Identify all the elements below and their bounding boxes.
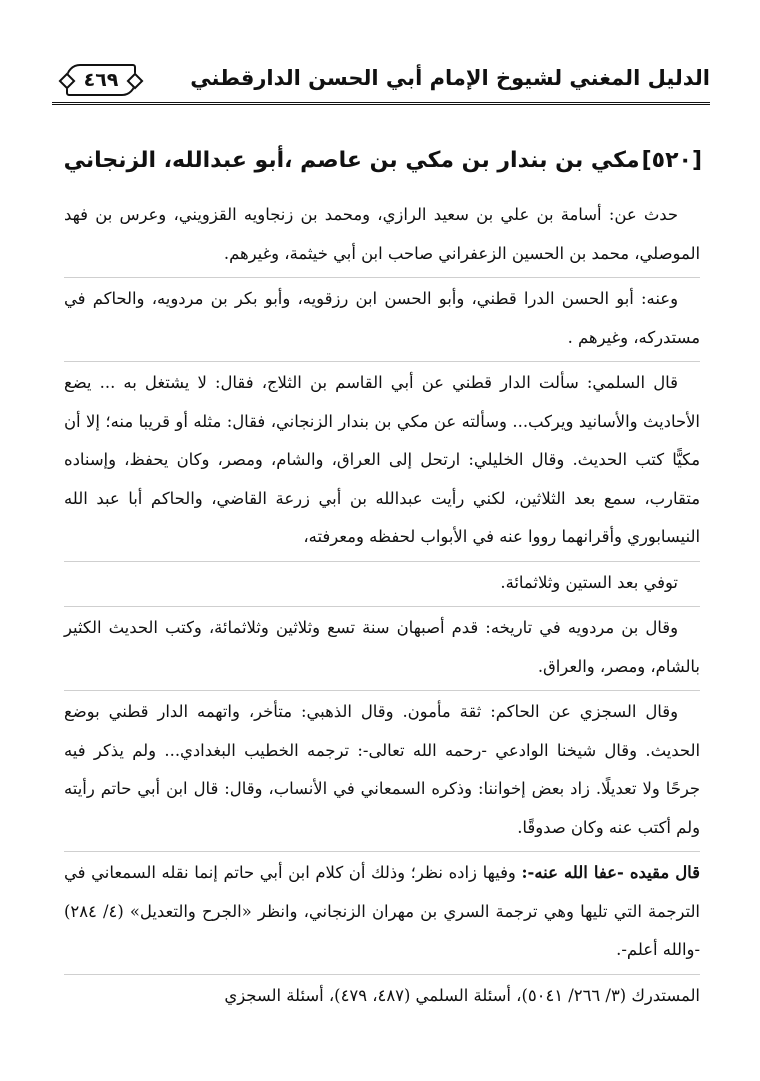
paragraph-mardawayh: وقال بن مردويه في تاريخه: قدم أصبهان سنة تسع وثلاثين وثلاثمائة، وكتب الحديث الكثير بالشام، ومصر، والعراق.	[64, 618, 700, 676]
divider	[64, 851, 700, 852]
entry-body	[64, 196, 700, 1019]
entry-number: [٥٢٠]	[641, 148, 702, 173]
entry-heading	[40, 146, 702, 176]
paragraph-sijzi: وقال السجزي عن الحاكم: ثقة مأمون. وقال الذهبي: متأخر، واتهمه الدار قطني بوضع الحديث. وقال شيخنا الوادعي -رحمه الله تعالى-: ترجمه الخطيب البغدادي... ولم يذكر فيه جرحًا ولا تعديلًا. زاد بعض إخواننا: وذكره السمعاني في الأنساب، وقال: قال ابن أبي حاتم رأيته ولم أكتب عنه وكان صدوقًا.	[64, 702, 700, 837]
page-number: ٤٦٩	[66, 64, 136, 96]
divider	[64, 690, 700, 691]
author-note-lead: قال مقيده -عفا الله عنه-:	[521, 863, 700, 882]
divider	[64, 606, 700, 607]
paragraph-sulami: قال السلمي: سألت الدار قطني عن أبي القاسم بن الثلاج، فقال: لا يشتغل به ... يضع الأحاديث والأسانيد ويركب... وسألته عن مكي بن بندار الزنجاني، فقال: مثله أو قريبا منه؛ إلا أن مكيًّا كتب الحديث. وقال الخليلي: ارتحل إلى العراق، والشام، ومصر، وكان يحفظ، وإسناده متقارب، سمع بعد الثلاثين، لكني رأيت عبدالله بن أبي زرعة القاضي، والحاكم أبا عبد الله النيسابوري وأقرانهما رووا عنه في الأبواب لحفظه ومعرفته،	[64, 373, 700, 546]
running-header	[52, 62, 710, 105]
paragraph-references: المستدرك (٣/ ٢٦٦/ ٥٠٤١)، أسئلة السلمي (٤٨٧، ٤٧٩)، أسئلة السجزي	[224, 985, 700, 1005]
paragraph-author-note	[64, 854, 700, 970]
author-note-text: وفيها زاده نظر؛ وذلك أن كلام ابن أبي حاتم إنما نقله السمعاني في الترجمة التي تليها وهي ترجمة السري بن مهران الزنجاني، وانظر «الجرح والتعديل» (٤/ ٢٨٤) -والله أعلم-.	[64, 863, 700, 959]
divider	[64, 361, 700, 362]
paragraph-death: توفي بعد الستين وثلاثمائة.	[500, 572, 678, 592]
paragraph-teachers: حدث عن: أسامة بن علي بن سعيد الرازي، ومحمد بن زنجاويه القزويني، وعرس بن فهد الموصلي، محمد بن الحسين الزعفراني صاحب ابن أبي خيثمة، وغيرهم.	[64, 205, 700, 263]
divider	[64, 277, 700, 278]
entry-name: مكي بن بندار بن مكي بن عاصم ،أبو عبدالله، الزنجاني	[63, 148, 640, 173]
divider	[64, 561, 700, 562]
book-title: الدليل المغني لشيوخ الإمام أبي الحسن الدارقطني	[190, 66, 710, 90]
paragraph-students: وعنه: أبو الحسن الدرا قطني، وأبو الحسن ابن رزقويه، وأبو بكر بن مردويه، والحاكم في مستدركه، وغيرهم .	[64, 289, 700, 347]
divider	[64, 974, 700, 975]
